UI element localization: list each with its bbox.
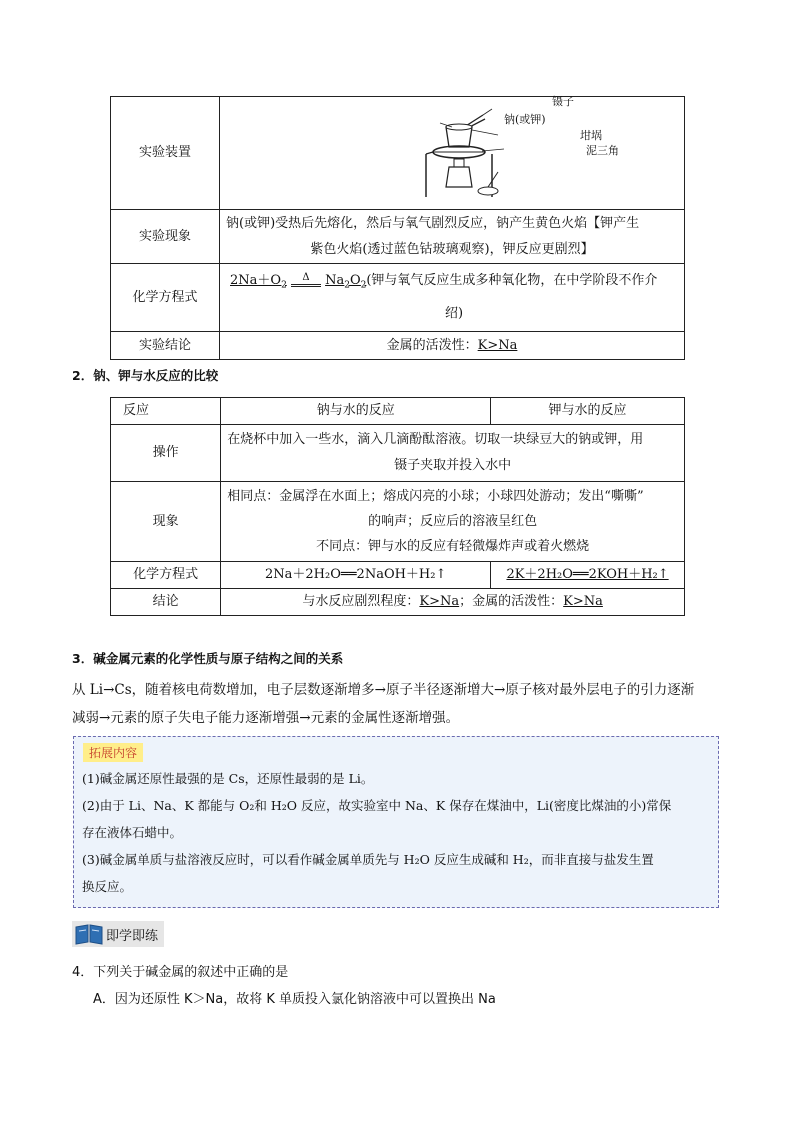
question-option-a[interactable]: A．因为还原性 K＞Na，故将 K 单质投入氯化钠溶液中可以置换出 Na — [93, 992, 496, 1007]
practice-header — [72, 921, 164, 947]
label-conclusion2: 结论 — [111, 589, 221, 616]
extension-line2: (2)由于 Li、Na、K 都能与 O₂和 H₂O 反应，故实验室中 Na、K 保存在煤油中，Li(密度比煤油的小)常保 — [82, 798, 672, 813]
extension-tag: 拓展内容 — [83, 743, 143, 762]
experiment-table — [110, 96, 685, 360]
extension-line3: 存在液体石蜡中。 — [82, 825, 183, 840]
extension-line1: (1)碱金属还原性最强的是 Cs，还原性最弱的是 Li。 — [82, 771, 374, 786]
equation-note: (钾与氧气反应生成多种氧化物，在中学阶段不作介 — [366, 273, 658, 289]
extension-box — [73, 736, 719, 908]
operation-line2: 镊子夹取并投入水中 — [394, 458, 512, 473]
extension-line4: (3)碱金属单质与盐溶液反应时，可以看作碱金属单质先与 H₂O 反应生成碱和 H₂，而非直接与盐发生置 — [82, 852, 654, 867]
phenomenon-line2: 紫色火焰(透过蓝色钴玻璃观察)，钾反应更剧烈】 — [310, 241, 594, 257]
phenomenon2-line3: 不同点：钾与水的反应有轻微爆炸声或着火燃烧 — [316, 539, 590, 554]
equation-right: $Na_2O_2$ — [325, 273, 367, 291]
equation-note-line2: 绍) — [444, 305, 464, 321]
header-potassium: 钾与水的反应 — [491, 398, 685, 425]
operation-text — [221, 425, 685, 482]
equation-condition: Δ — [291, 272, 321, 287]
label-tweezers: 镊子 — [552, 95, 574, 108]
apparatus-diagram-cell — [220, 97, 685, 210]
section3-line2: 减弱→元素的原子失电子能力逐渐增强→元素的金属性逐渐增强。 — [72, 710, 460, 726]
practice-label: 即学即练 — [106, 929, 159, 944]
label-metal: 钠(或钾) — [504, 113, 546, 126]
phenomenon-text — [220, 210, 685, 264]
phenomenon-line1: 钠(或钾)受热后先熔化，然后与氧气剧烈反应，钠产生黄色火焰【钾产生 — [226, 215, 640, 231]
equation-left: $2Na+O_2$ — [230, 273, 287, 291]
label-conclusion: 实验结论 — [111, 332, 220, 360]
book-icon — [74, 923, 104, 945]
header-reaction: 反应 — [111, 398, 221, 425]
question-stem: 4．下列关于碱金属的叙述中正确的是 — [72, 965, 289, 980]
extension-line5: 换反应。 — [82, 879, 133, 894]
label-phenomenon2: 现象 — [111, 482, 221, 562]
label-triangle: 泥三角 — [586, 144, 619, 157]
equation-potassium: 2K＋2H₂O══2KOH＋H₂↑ — [491, 562, 685, 589]
label-crucible: 坩埚 — [580, 129, 602, 142]
equation-sodium: 2Na＋2H₂O══2NaOH＋H₂↑ — [221, 562, 491, 589]
section3-title: 3．碱金属元素的化学性质与原子结构之间的关系 — [72, 651, 344, 666]
section2-title: 2．钠、钾与水反应的比较 — [72, 368, 219, 383]
conclusion-text: 金属的活泼性：K>Na — [220, 332, 685, 360]
equation-cell — [220, 264, 685, 332]
section3-line1: 从 Li→Cs，随着核电荷数增加，电子层数逐渐增多→原子半径逐渐增大→原子核对最外层电子的引力逐渐 — [72, 682, 695, 698]
label-equation: 化学方程式 — [111, 264, 220, 332]
operation-line1: 在烧杯中加入一些水，滴入几滴酚酞溶液。切取一块绿豆大的钠或钾，用 — [227, 432, 644, 447]
label-operation: 操作 — [111, 425, 221, 482]
conclusion2-text: 与水反应剧烈程度：K>Na；金属的活泼性：K>Na — [221, 589, 685, 616]
phenomenon2-line1: 相同点：金属浮在水面上；熔成闪亮的小球；小球四处游动；发出“嘶嘶” — [227, 489, 644, 504]
phenomenon2-line2: 的响声；反应后的溶液呈红色 — [368, 514, 538, 529]
comparison-table — [110, 397, 685, 616]
phenomenon2-text — [221, 482, 685, 562]
header-sodium: 钠与水的反应 — [221, 398, 491, 425]
label-apparatus: 实验装置 — [111, 97, 220, 210]
reactivity-value: K>Na — [419, 594, 460, 609]
label-equation2: 化学方程式 — [111, 562, 221, 589]
conclusion-value: K>Na — [477, 337, 518, 353]
label-phenomenon: 实验现象 — [111, 210, 220, 264]
activity-value: K>Na — [563, 594, 603, 609]
